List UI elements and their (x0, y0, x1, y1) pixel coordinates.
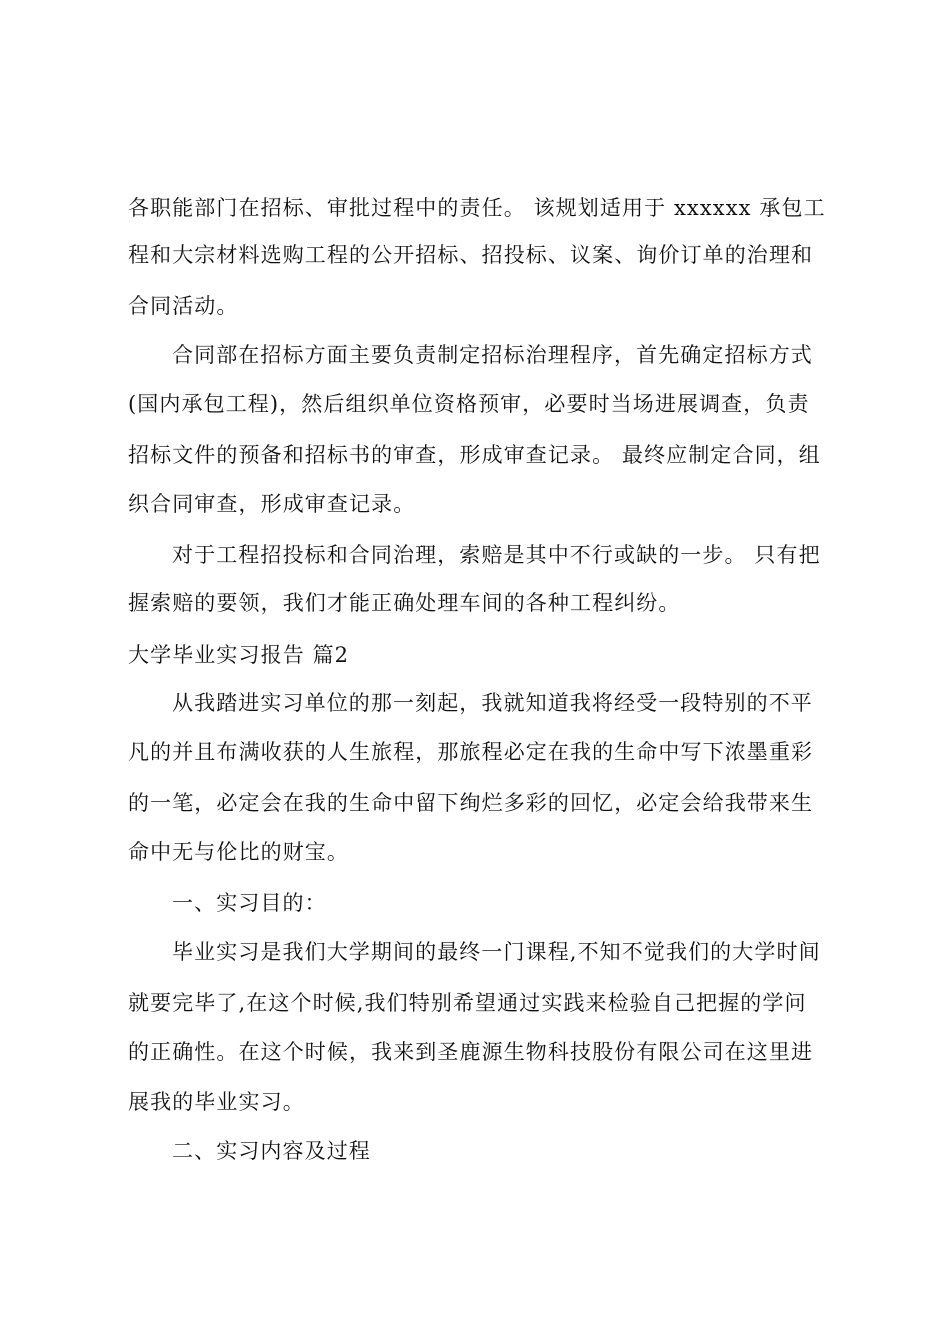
paragraph-line: 各职能部门在招标、审批过程中的责任。 该规划适用于 xxxxxx 承包工 (128, 196, 826, 220)
paragraph-line: 命中无与伦比的财宝。 (128, 840, 349, 864)
paragraph-line: 就要完毕了,在这个时候,我们特别希望通过实践来检验自己把握的学问 (128, 991, 807, 1015)
section-heading: 大学毕业实习报告 篇2 (128, 643, 350, 667)
paragraph-line: 的正确性。在这个时候，我来到圣鹿源生物科技股份有限公司在这里进 (128, 1040, 814, 1064)
paragraph-line: 握索赔的要领，我们才能正确处理车间的各种工程纠纷。 (128, 591, 681, 615)
subheading: 二、实习内容及过程 (172, 1139, 371, 1163)
paragraph-line: 对于工程招投标和合同治理，索赔是其中不行或缺的一步。 只有把 (172, 543, 821, 567)
paragraph-line: 招标文件的预备和招标书的审查，形成审查记录。 最终应制定合同，组 (128, 443, 821, 467)
paragraph-line: 的一笔，必定会在我的生命中留下绚烂多彩的回忆，必定会给我带来生 (128, 791, 814, 815)
paragraph-line: 展我的毕业实习。 (128, 1090, 305, 1114)
paragraph-line: 毕业实习是我们大学期间的最终一门课程,不知不觉我们的大学时间 (172, 940, 821, 964)
paragraph-line: (国内承包工程)，然后组织单位资格预审，必要时当场进展调查，负责 (128, 392, 810, 416)
paragraph-line: 程和大宗材料选购工程的公开招标、招投标、议案、询价订单的治理和 (128, 243, 814, 267)
paragraph-line: 凡的并且布满收获的人生旅程，那旅程必定在我的生命中写下浓墨重彩 (128, 740, 814, 764)
paragraph-line: 合同活动。 (128, 294, 239, 318)
subheading: 一、实习目的： (172, 891, 327, 915)
paragraph-line: 合同部在招标方面主要负责制定招标治理程序，首先确定招标方式 (172, 343, 813, 367)
paragraph-line: 从我踏进实习单位的那一刻起，我就知道我将经受一段特别的不平 (172, 691, 813, 715)
paragraph-line: 织合同审查，形成审查记录。 (128, 492, 416, 516)
